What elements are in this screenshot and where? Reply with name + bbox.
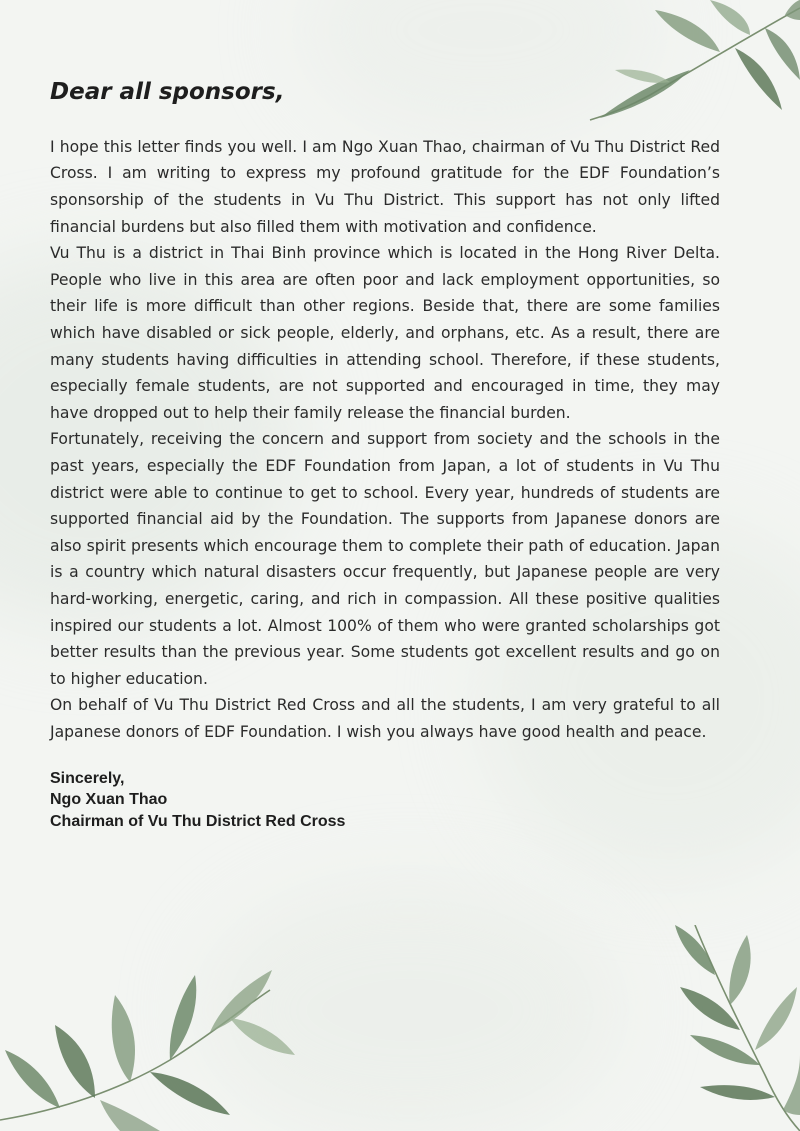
letter-paragraph: Vu Thu is a district in Thai Binh province which is located in the Hong River Delta. People who live in this area are often poor and lack employment opportunities, so their life is more difficult than other regions. Beside that, there are some families which have disabled or sick people, elderly, and orphans, etc. As a result, there are many students having difficulties in attending school. Therefore, if these students, especially female students, are not supported and encouraged in time, they may have dropped out to help their family release the financial burden.: [50, 244, 720, 422]
letter-salutation: Dear all sponsors,: [50, 79, 285, 105]
signer-title: Chairman of Vu Thu District Red Cross: [50, 812, 346, 830]
leaf-branch-icon: [0, 950, 300, 1131]
letter-paragraph: Fortunately, receiving the concern and support from society and the schools in the past years, especially the EDF Foundation from Japan, a lot of students in Vu Thu district were able to continue to get to school. Every year, hundreds of students are supported financial aid by the Foundation. The supports from Japanese donors are also spirit presents which encourage them to complete their path of education. Japan is a country which natural disasters occur frequently, but Japanese people are very hard-working, energetic, caring, and rich in compassion. All these positive qualities inspired our students a lot. Almost 100% of them who were granted scholarships got better results than the previous year. Some students got excellent results and go on to higher education.: [50, 430, 720, 688]
letter-content: [50, 78, 720, 832]
letter-body: [50, 134, 720, 746]
letter-paragraph: I hope this letter finds you well. I am Ngo Xuan Thao, chairman of Vu Thu District Red Cross. I am writing to express my profound gratitude for the EDF Foundation’s sponsorship of the students in Vu Thu District. This support has not only lifted financial burdens but also filled them with motivation and confidence.: [50, 137, 720, 236]
signer-name: Ngo Xuan Thao: [50, 791, 168, 809]
leaf-branch-icon: [675, 925, 800, 1131]
closing-text: Sincerely,: [50, 769, 125, 787]
letter-signoff: [50, 768, 720, 833]
letter-paragraph: On behalf of Vu Thu District Red Cross and all the students, I am very grateful to all Japanese donors of EDF Foundation. I wish you always have good health and peace.: [50, 696, 720, 741]
